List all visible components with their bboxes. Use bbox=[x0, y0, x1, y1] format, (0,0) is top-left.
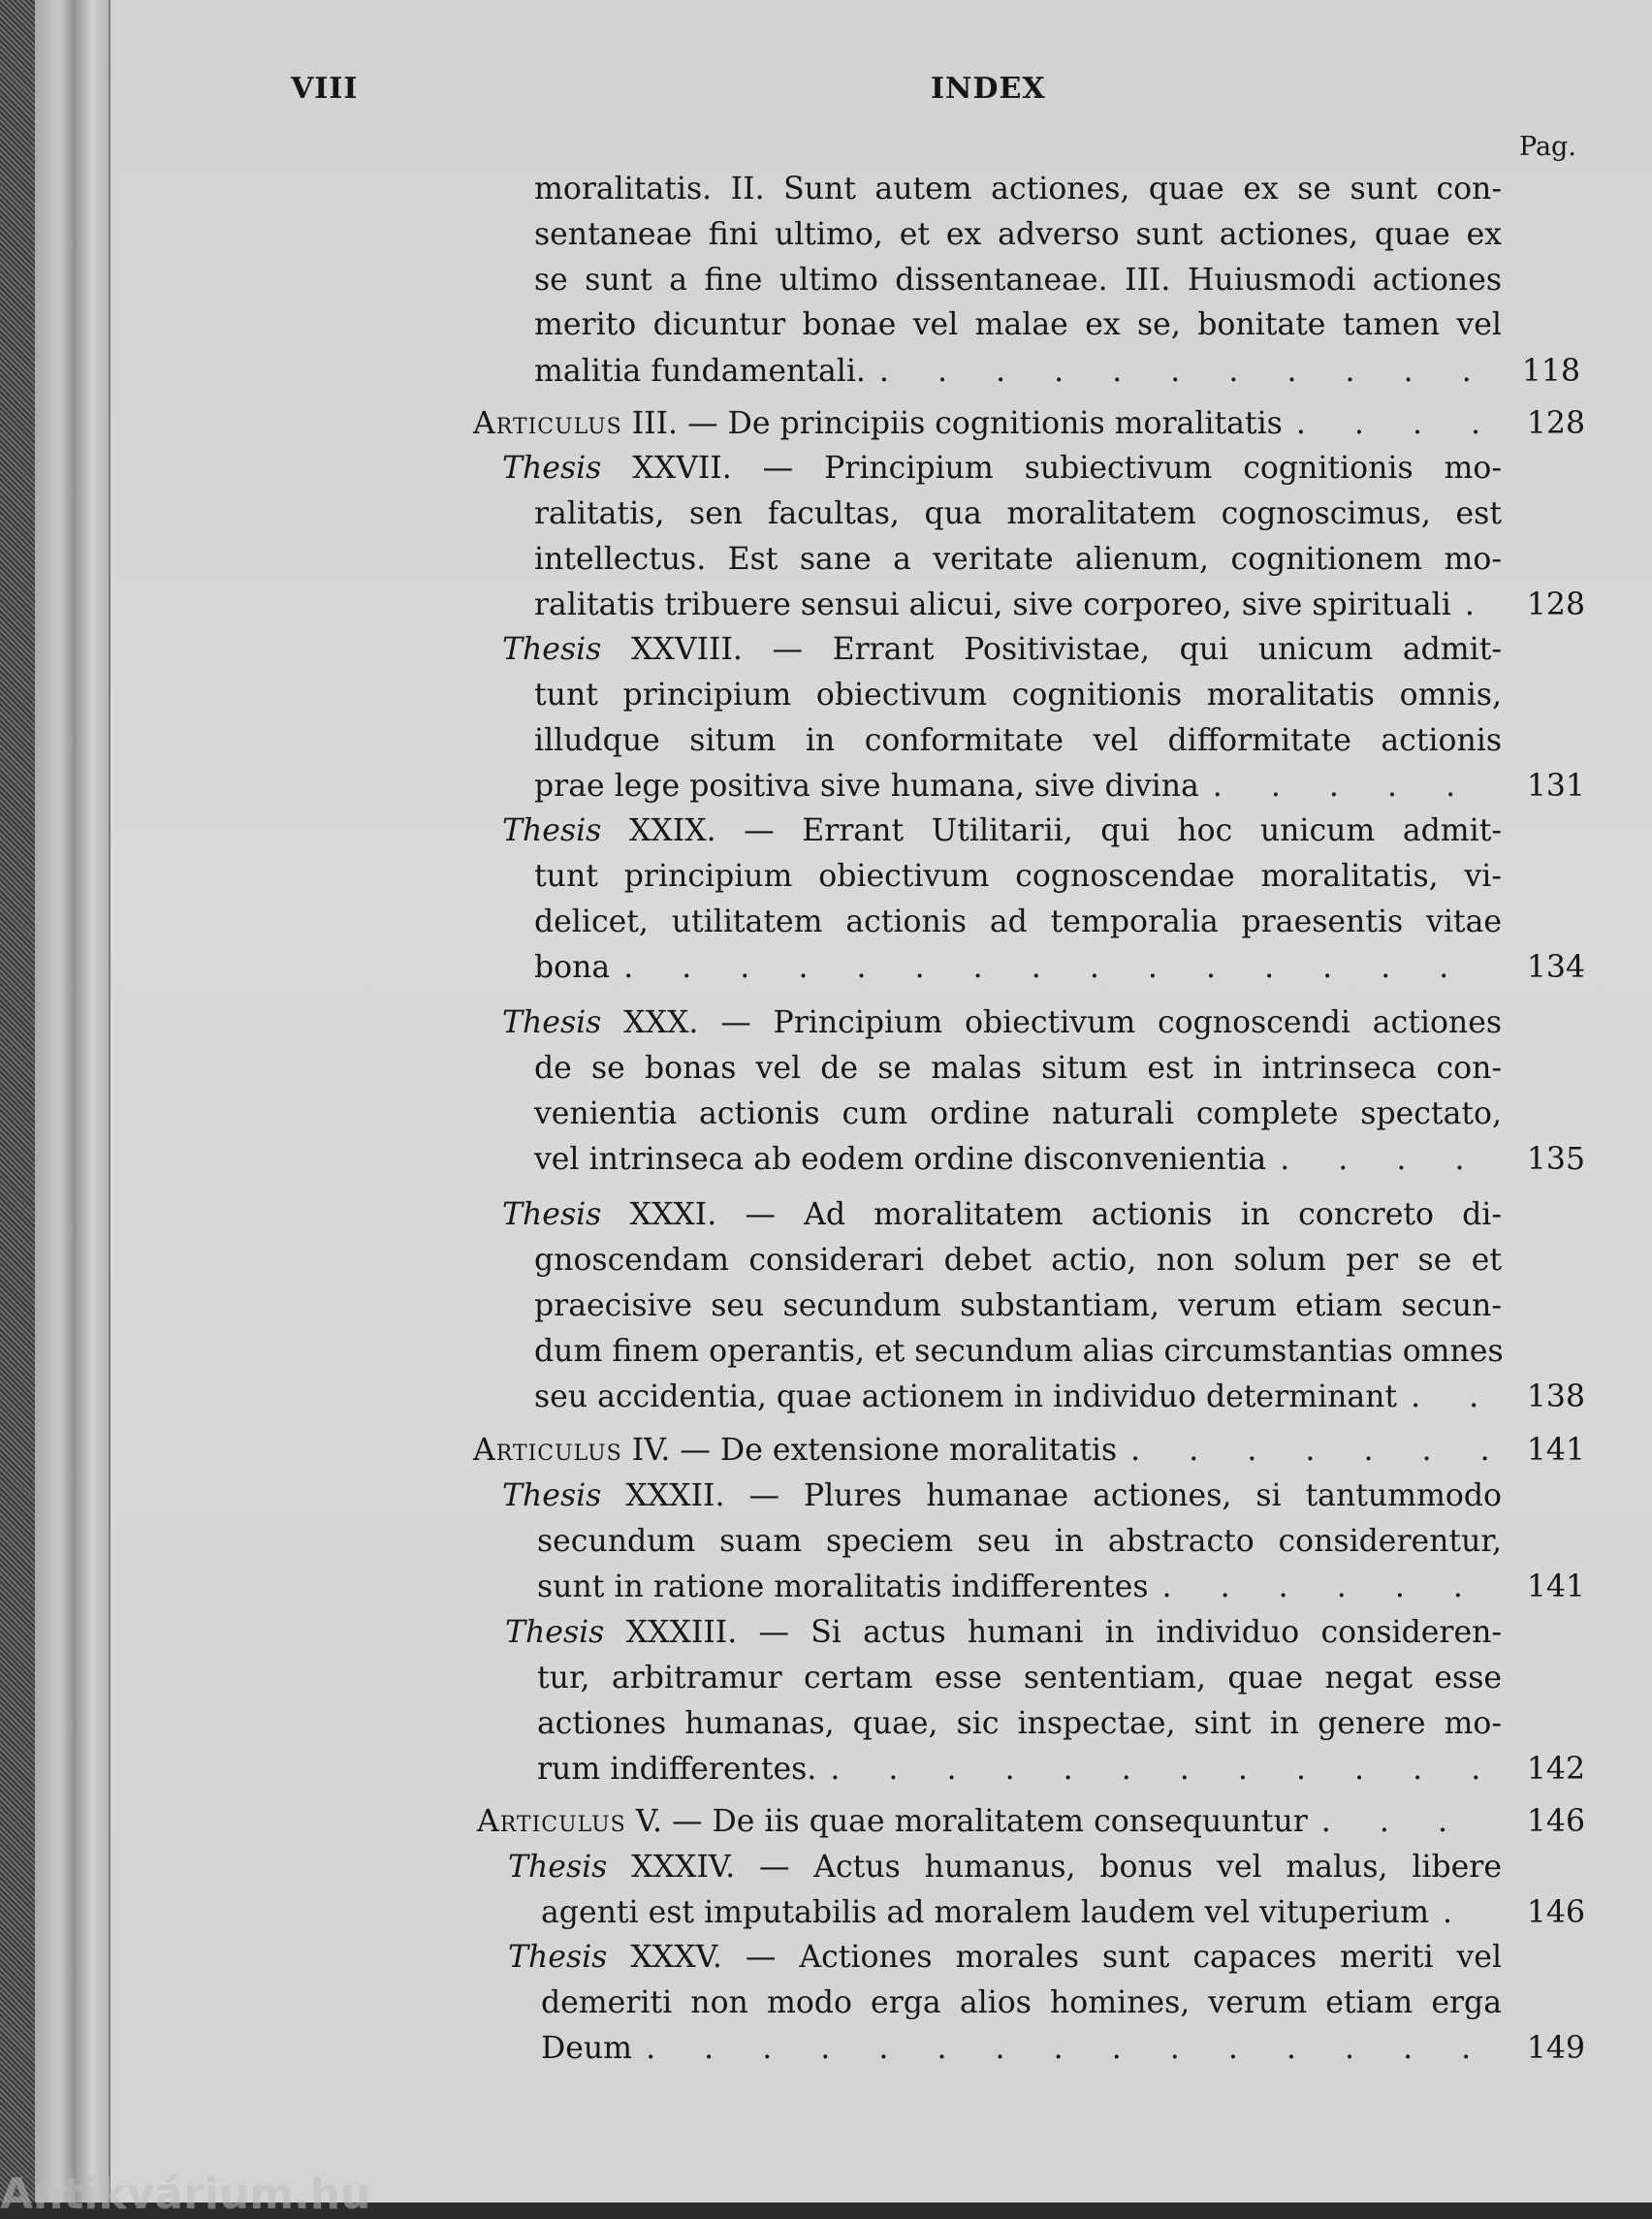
thesis-label: Thesis bbox=[502, 1478, 602, 1513]
thesis-label: Thesis bbox=[508, 1940, 608, 1975]
dot-leader bbox=[1401, 1382, 1498, 1413]
toc-line: Thesis XXXI. — Ad moralitatem actionis in concreto di- bbox=[502, 1197, 1503, 1232]
toc-line: Thesis XXXII. — Plures humanae actiones, si tantummodo bbox=[502, 1478, 1503, 1513]
page-ref: 134 bbox=[1526, 950, 1585, 985]
toc-line: tur, arbitramur certam esse sententiam, quae negat esse bbox=[537, 1661, 1502, 1696]
dot-leader bbox=[1270, 1145, 1498, 1176]
dot-leader bbox=[636, 2034, 1498, 2065]
toc-line: tunt principium obiectivum cognoscendae moralitatis, vi- bbox=[534, 859, 1502, 894]
article-numeral: V. bbox=[635, 1804, 662, 1839]
dot-leader bbox=[1433, 1898, 1498, 1929]
page-ref: 146 bbox=[1526, 1895, 1585, 1930]
thesis-numeral: XXX. bbox=[623, 1005, 699, 1040]
toc-line: bona . bbox=[534, 953, 1502, 984]
toc-line: actiones humanas, quae, sic inspectae, sint in genere mo- bbox=[537, 1706, 1502, 1741]
thesis-label: Thesis bbox=[502, 813, 602, 848]
thesis-numeral: XXXIV. bbox=[631, 1850, 736, 1885]
toc-line: Thesis XXVIII. — Errant Positivistae, qui unicum admit- bbox=[502, 632, 1503, 667]
thesis-numeral: XXXII. bbox=[625, 1478, 725, 1513]
toc-line: vel intrinseca ab eodem ordine disconvenientia . bbox=[534, 1145, 1502, 1176]
thesis-label: Thesis bbox=[502, 1005, 602, 1040]
toc-line: de se bonas vel de se malas situm est in intrinseca con- bbox=[534, 1051, 1502, 1086]
watermark: Antikvárium.hu bbox=[0, 2170, 371, 2219]
page-ref: 142 bbox=[1526, 1752, 1585, 1787]
thesis-numeral: XXVIII. bbox=[630, 632, 743, 667]
page-edge bbox=[35, 0, 76, 2203]
thesis-numeral: XXXIII. bbox=[625, 1615, 738, 1650]
page-ref: 118 bbox=[1521, 354, 1580, 389]
article-title: — De iis quae moralitatem consequuntur bbox=[671, 1804, 1308, 1839]
dot-leader bbox=[1455, 590, 1498, 621]
dot-leader bbox=[1153, 1572, 1498, 1603]
toc-line: intellectus. Est sane a veritate alienum, cognitionem mo- bbox=[534, 542, 1502, 577]
thesis-label: Thesis bbox=[502, 451, 602, 486]
toc-line: sunt in ratione moralitatis indifferentes . bbox=[537, 1572, 1502, 1603]
thesis-label: Thesis bbox=[508, 1850, 608, 1885]
dot-leader bbox=[1287, 409, 1498, 440]
article-title: — De extensione moralitatis bbox=[680, 1433, 1118, 1468]
thesis-numeral: XXIX. bbox=[628, 813, 716, 848]
thesis-numeral: XXXI. bbox=[629, 1197, 717, 1232]
toc-line: Thesis XXXV. — Actiones morales sunt capaces meriti vel bbox=[508, 1940, 1503, 1975]
toc-line: sentaneae fini ultimo, et ex adverso sunt actiones, quae ex bbox=[534, 217, 1502, 252]
toc-line: Thesis XXXIII. — Si actus humani in individuo consideren- bbox=[505, 1615, 1503, 1650]
dot-leader bbox=[1312, 1807, 1498, 1838]
page-ref: 141 bbox=[1526, 1433, 1585, 1468]
dot-leader bbox=[870, 357, 1498, 388]
article-numeral: III. bbox=[631, 406, 679, 441]
toc-line: rum indifferentes. . bbox=[537, 1755, 1502, 1786]
thesis-label: Thesis bbox=[502, 1197, 602, 1232]
toc-line: tunt principium obiectivum cognitionis moralitatis omnis, bbox=[534, 678, 1502, 713]
toc-line: prae lege positiva sive humana, sive divina . bbox=[534, 772, 1502, 803]
toc-line: Thesis XXXIV. — Actus humanus, bonus vel malus, libere bbox=[508, 1850, 1503, 1885]
toc-line: Deum . bbox=[541, 2034, 1502, 2065]
article-title: — De principiis cognitionis moralitatis bbox=[687, 406, 1283, 441]
page-ref: 149 bbox=[1526, 2031, 1585, 2066]
page-number: VIII bbox=[291, 72, 359, 106]
page-ref: 141 bbox=[1526, 1569, 1585, 1604]
toc-line: delicet, utilitatem actionis ad temporalia praesentis vitae bbox=[534, 904, 1502, 939]
thesis-numeral: XXXV. bbox=[630, 1940, 722, 1975]
toc-line: se sunt a fine ultimo dissentaneae. III. Huiusmodi actiones bbox=[534, 263, 1502, 298]
toc-line: Thesis XXIX. — Errant Utilitarii, qui hoc unicum admit- bbox=[502, 813, 1503, 848]
toc-line bbox=[477, 1804, 1502, 1839]
toc-line: gnoscendam considerari debet actio, non solum per se et bbox=[534, 1243, 1502, 1278]
toc-line: demeriti non modo erga alios homines, verum etiam erga bbox=[541, 1985, 1502, 2020]
toc-line: moralitatis. II. Sunt autem actiones, quae ex se sunt con- bbox=[534, 172, 1502, 206]
page-ref: 138 bbox=[1526, 1379, 1585, 1414]
page-ref: 135 bbox=[1526, 1142, 1585, 1177]
book-spine bbox=[0, 0, 35, 2203]
toc-line: illudque situm in conformitate vel difformitate actionis bbox=[534, 723, 1502, 758]
page-ref: 131 bbox=[1526, 769, 1585, 804]
toc-line: ralitatis tribuere sensui alicui, sive corporeo, sive spirituali . bbox=[534, 590, 1502, 621]
page-ref: 146 bbox=[1526, 1804, 1585, 1839]
toc-line: dum finem operantis, et secundum alias circumstantias omnes bbox=[534, 1334, 1504, 1369]
thesis-label: Thesis bbox=[502, 632, 602, 667]
article-numeral: IV. bbox=[631, 1433, 671, 1468]
dot-leader bbox=[820, 1755, 1498, 1786]
toc-line: malitia fundamentali. . bbox=[534, 357, 1502, 388]
page-ref: 128 bbox=[1526, 406, 1585, 441]
running-title: INDEX bbox=[931, 72, 1046, 106]
toc-line: Thesis XXX. — Principium obiectivum cognoscendi actiones bbox=[502, 1005, 1503, 1040]
dot-leader bbox=[1121, 1436, 1498, 1467]
article-label: Articulus bbox=[473, 1433, 622, 1468]
article-label: Articulus bbox=[473, 406, 622, 441]
toc-line: agenti est imputabilis ad moralem laudem vel vituperium . bbox=[541, 1898, 1502, 1929]
dot-leader bbox=[1203, 772, 1498, 803]
toc-line: merito dicuntur bonae vel malae ex se, bonitate tamen vel bbox=[534, 307, 1502, 342]
page-edge bbox=[76, 0, 111, 2203]
page-ref: 128 bbox=[1526, 587, 1585, 622]
toc-line: seu accidentia, quae actionem in individuo determinant . bbox=[534, 1382, 1502, 1413]
toc-line: praecisive seu secundum substantiam, verum etiam secun- bbox=[534, 1288, 1502, 1323]
toc-line: Thesis XXVII. — Principium subiectivum cognitionis mo- bbox=[502, 451, 1502, 486]
thesis-label: Thesis bbox=[505, 1615, 605, 1650]
dot-leader bbox=[614, 953, 1498, 984]
toc-line bbox=[473, 406, 1502, 441]
page-column-label: Pag. bbox=[1519, 132, 1576, 162]
toc-line bbox=[473, 1433, 1502, 1468]
article-label: Articulus bbox=[477, 1804, 626, 1839]
toc-line: ralitatis, sen facultas, qua moralitatem cognoscimus, est bbox=[534, 496, 1502, 531]
toc-line: secundum suam speciem seu in abstracto considerentur, bbox=[537, 1524, 1502, 1559]
thesis-numeral: XXVII. bbox=[632, 451, 732, 486]
toc-line: venientia actionis cum ordine naturali complete spectato, bbox=[534, 1096, 1502, 1131]
